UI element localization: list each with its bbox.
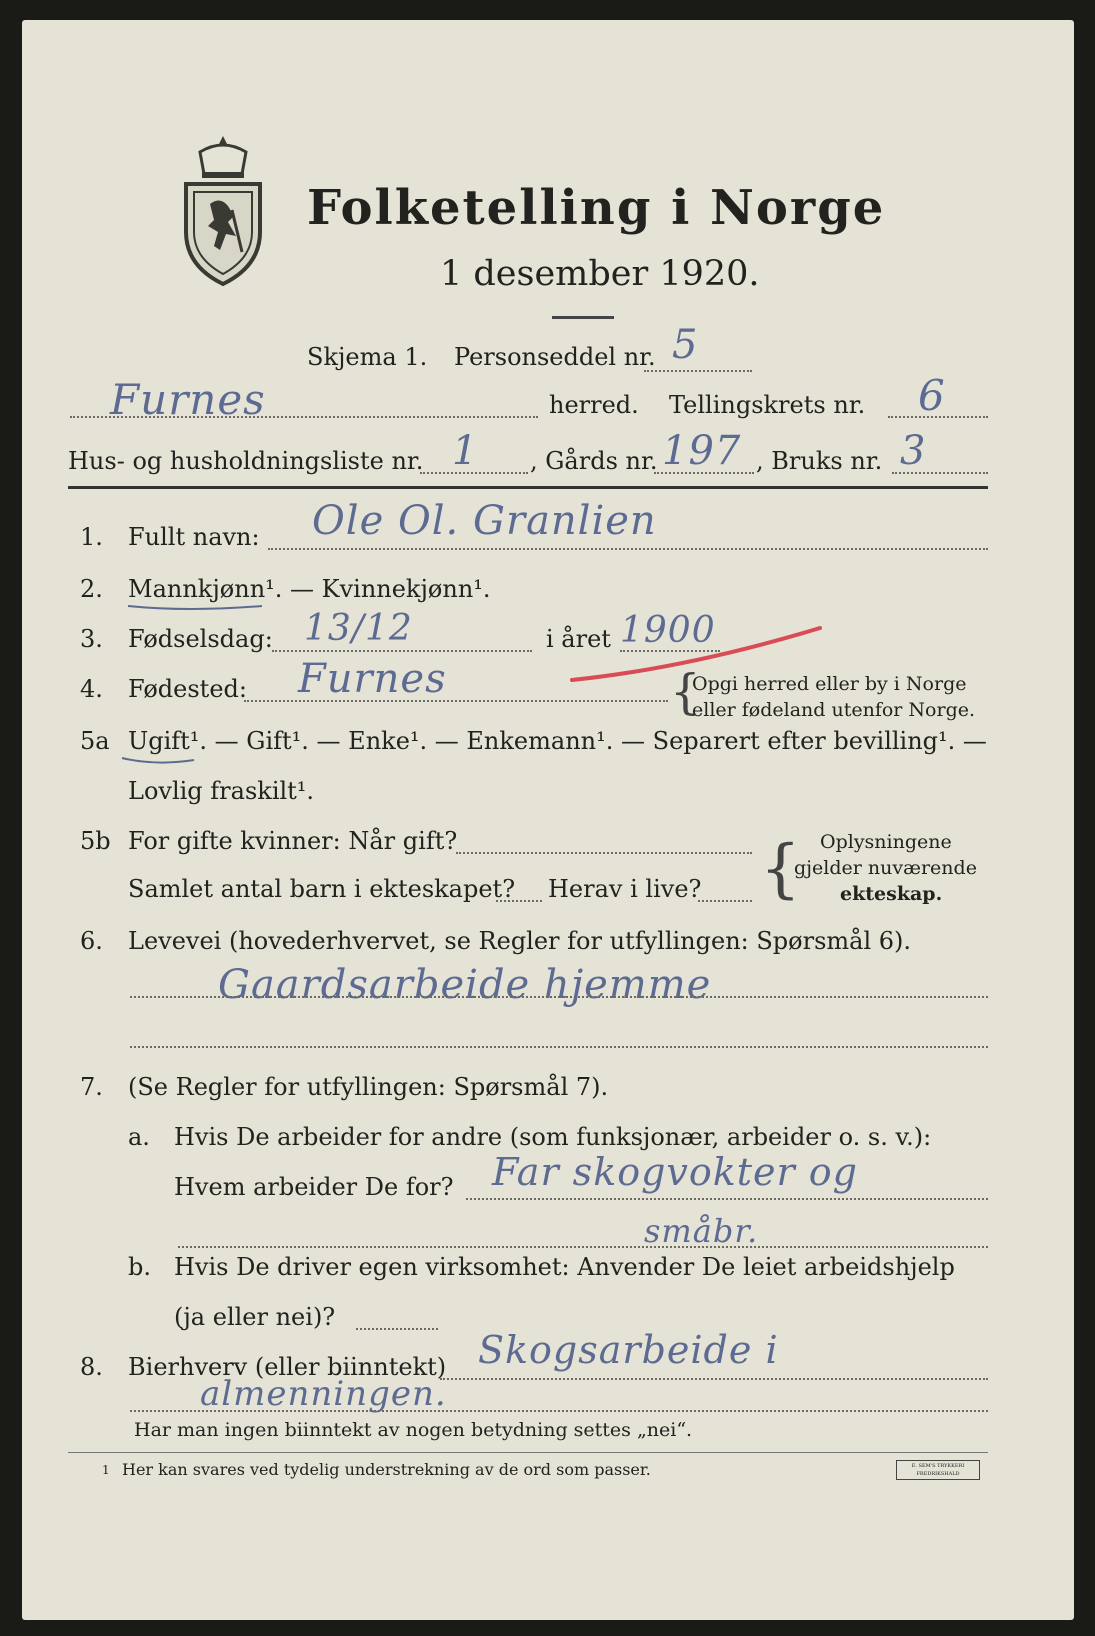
q8-line	[440, 1378, 988, 1380]
q4-note-1: Opgi herred eller by i Norge	[692, 673, 967, 695]
personseddel-line	[644, 370, 752, 372]
q7b-text: Hvis De driver egen virksomhet: Anvender De leiet arbeidshjelp	[174, 1253, 955, 1281]
q5b-line	[456, 852, 752, 854]
q7-label: (Se Regler for utfyllingen: Spørsmål 7).	[128, 1073, 609, 1101]
q1-line	[268, 548, 988, 550]
q5b-note-1: Oplysningene	[820, 831, 952, 853]
q4-note-2: eller fødeland utenfor Norge.	[692, 699, 976, 721]
census-date: 1 desember 1920.	[440, 254, 760, 294]
q4-label: Fødested:	[128, 675, 247, 703]
employer-label: Hvem arbeider De for?	[174, 1173, 454, 1201]
q5a-number: 5a	[80, 727, 110, 755]
children-line	[496, 900, 542, 902]
footnote-divider	[68, 1452, 988, 1453]
alive-line	[698, 900, 752, 902]
q5b-note-3: ekteskap.	[840, 883, 943, 905]
q4-number: 4.	[80, 675, 103, 703]
printer-stamp	[896, 1460, 980, 1480]
q5b-number: 5b	[80, 827, 111, 855]
q6-line-2	[130, 1046, 988, 1048]
q3-line	[272, 650, 532, 652]
husholdning-value[interactable]: 1	[452, 428, 479, 474]
bruks-label: , Bruks nr.	[756, 447, 883, 475]
gards-value[interactable]: 197	[662, 428, 742, 474]
birthplace-value[interactable]: Furnes	[298, 656, 447, 702]
herred-value[interactable]: Furnes	[110, 375, 266, 424]
q5b-note-2: gjelder nuværende	[794, 857, 977, 879]
side-income-value-2[interactable]: almenningen.	[200, 1374, 447, 1414]
full-name-value[interactable]: Ole Ol. Granlien	[312, 498, 657, 544]
gards-label: , Gårds nr.	[530, 447, 658, 475]
employer-line-2	[178, 1246, 988, 1248]
q6-line-1	[130, 996, 988, 998]
marital-options-2[interactable]: Lovlig fraskilt¹.	[128, 777, 315, 805]
title-divider	[552, 316, 614, 319]
q7a-text: Hvis De arbeider for andre (som funksjonær, arbeider o. s. v.):	[174, 1123, 932, 1151]
printer-stamp-text: E. SEM'S TRYKKERI FREDRIKSHALD	[911, 1463, 965, 1477]
q6-number: 6.	[80, 927, 103, 955]
personseddel-value[interactable]: 5	[672, 322, 699, 368]
q6-label: Levevei (hovederhvervet, se Regler for utfyllingen: Spørsmål 6).	[128, 927, 912, 955]
census-form	[22, 20, 1074, 1620]
q8-line-2	[130, 1410, 988, 1412]
herred-label: herred.	[549, 391, 639, 419]
schema-label: Skjema 1.	[307, 343, 428, 371]
tellingskrets-value[interactable]: 6	[918, 371, 946, 420]
q7a-number: a.	[128, 1123, 150, 1151]
birth-year-value[interactable]: 1900	[620, 610, 716, 651]
personseddel-label: Personseddel nr.	[454, 343, 656, 371]
q1-number: 1.	[80, 523, 103, 551]
income-note: Har man ingen biinntekt av nogen betydning settes „nei“.	[134, 1419, 693, 1441]
q7b-label: (ja eller nei)?	[174, 1303, 336, 1331]
q3-label: Fødselsdag:	[128, 625, 273, 653]
q8-number: 8.	[80, 1353, 103, 1381]
marital-options[interactable]: Ugift¹. — Gift¹. — Enke¹. — Enkemann¹. — Separert efter bevilling¹. —	[128, 727, 987, 755]
occupation-value[interactable]: Gaardsarbeide hjemme	[218, 962, 712, 1008]
header-divider	[68, 486, 988, 489]
q8-label: Bierhverv (eller biinntekt)	[128, 1353, 447, 1381]
form-title: Folketelling i Norge	[307, 180, 886, 236]
q5b-brace: {	[760, 832, 801, 906]
husholdning-label: Hus- og husholdningsliste nr.	[68, 447, 424, 475]
q5b-label: For gifte kvinner: Når gift?	[128, 827, 458, 855]
tellingskrets-label: Tellingskrets nr.	[669, 391, 866, 419]
employer-value-2[interactable]: småbr.	[644, 1212, 759, 1250]
bruks-value[interactable]: 3	[900, 428, 927, 474]
q7b-line	[356, 1328, 438, 1330]
q1-label: Fullt navn:	[128, 523, 260, 551]
alive-label: Herav i live?	[548, 875, 702, 903]
gender-underline	[126, 602, 266, 612]
coat-of-arms-icon	[180, 132, 266, 288]
q3-number: 3.	[80, 625, 103, 653]
birthday-value[interactable]: 13/12	[304, 608, 413, 649]
employer-value[interactable]: Far skogvokter og	[492, 1150, 858, 1194]
marital-underline	[120, 754, 200, 766]
q4-brace: {	[670, 664, 701, 720]
children-label: Samlet antal barn i ekteskapet?	[128, 875, 516, 903]
employer-line	[466, 1198, 988, 1200]
q7b-number: b.	[128, 1253, 151, 1281]
q7-number: 7.	[80, 1073, 103, 1101]
footnote-mark: 1	[102, 1463, 110, 1477]
footnote-text: Her kan svares ved tydelig understrekning av de ord som passer.	[122, 1460, 651, 1479]
year-label: i året	[546, 625, 611, 653]
side-income-value[interactable]: Skogsarbeide i	[478, 1328, 779, 1372]
q2-number: 2.	[80, 575, 103, 603]
gender-options[interactable]: Mannkjønn¹. — Kvinnekjønn¹.	[128, 575, 491, 603]
